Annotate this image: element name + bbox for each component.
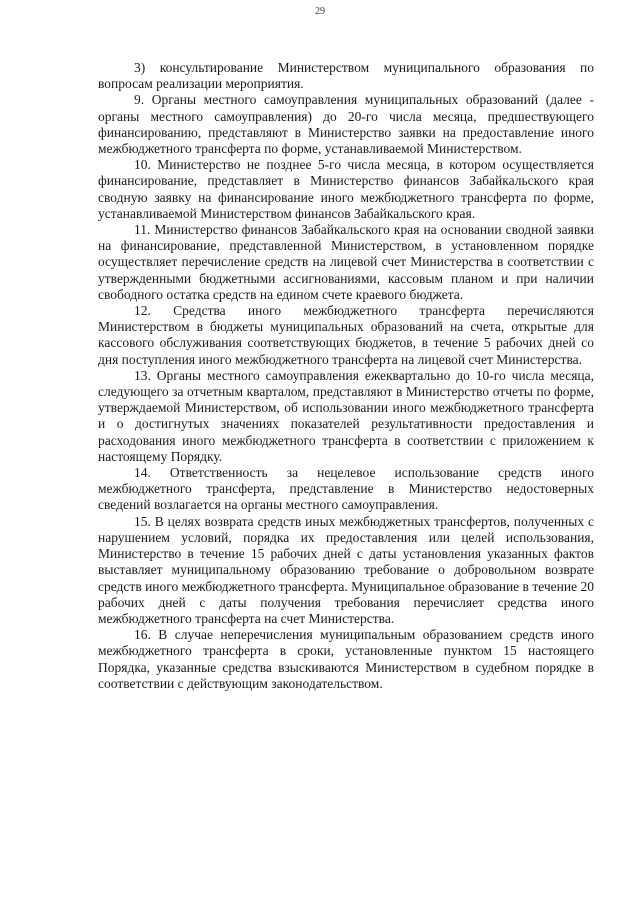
page-number: 29	[315, 6, 325, 17]
paragraph-13-quarterly-reports: 13. Органы местного самоуправления ежеквартально до 10-го числа месяца, следующего за отчетным кварталом, представляют в Министерство отчеты по форме, утверждаемой Министерством, об использовании иного межбюджетного трансферта и о достигнутых значениях показателей результативности предоставления и расходования иного межбюджетного трансферта в соответствии с приложением к настоящему Порядку.	[98, 367, 594, 464]
paragraph-16-judicial-recovery: 16. В случае неперечисления муниципальным образованием средств иного межбюджетного трансферта в сроки, установленные пунктом 15 настоящего Порядка, указанные средства взыскиваются Министерством в судебном порядке в соответствии с действующим законодательством.	[98, 627, 594, 691]
paragraph-10-summary-request: 10. Министерство не позднее 5-го числа месяца, в котором осуществляется финансирование, представляет в Министерство финансов Забайкальского края сводную заявку на финансирование иного межбюджетного трансферта по форме, устанавливаемой Министерством финансов Забайкальского края.	[98, 157, 594, 221]
paragraph-14-responsibility: 14. Ответственность за нецелевое использование средств иного межбюджетного трансферта, представление в Министерство недостоверных сведений возлагается на органы местного самоуправления.	[98, 465, 594, 513]
paragraph-9-local-government-requests: 9. Органы местного самоуправления муниципальных образований (далее - органы местного самоуправления) до 20-го числа месяца, предшествующего финансированию, представляют в Министерство заявки на предоставление иного межбюджетного трансферта по форме, устанавливаемой Министерством.	[98, 92, 594, 157]
paragraph-15-refund-requirement: 15. В целях возврата средств иных межбюджетных трансфертов, полученных с нарушением условий, порядка их предоставления или целей использования, Министерство в течение 15 рабочих дней с даты установления указанных фактов выставляет муниципальному образованию требование о добровольном возврате средств иного межбюджетного трансферта. Муниципальное образование в течение 20 рабочих дней с даты получения требования перечисляет средства иного межбюджетного трансферта на счет Министерства.	[98, 513, 594, 626]
paragraph-11-funds-transfer: 11. Министерство финансов Забайкальского края на основании сводной заявки на финансирование, представленной Министерством, в установленном порядке осуществляет перечисление средств на лицевой счет Министерства в соответствии с утвержденными бюджетными ассигнованиями, кассовым планом и при наличии свободного остатка средств на едином счете краевого бюджета.	[98, 222, 594, 302]
paragraph-12-budget-transfer: 12. Средства иного межбюджетного трансферта перечисляются Министерством в бюджеты муниципальных образований на счета, открытые для кассового обслуживания соответствующих бюджетов, в течение 5 рабочих дней со дня поступления иного межбюджетного трансферта на лицевой счет Министерства.	[98, 303, 594, 367]
document-body	[98, 60, 594, 692]
paragraph-item-3-consultation: 3) консультирование Министерством муниципального образования по вопросам реализации мероприятия.	[98, 60, 594, 92]
